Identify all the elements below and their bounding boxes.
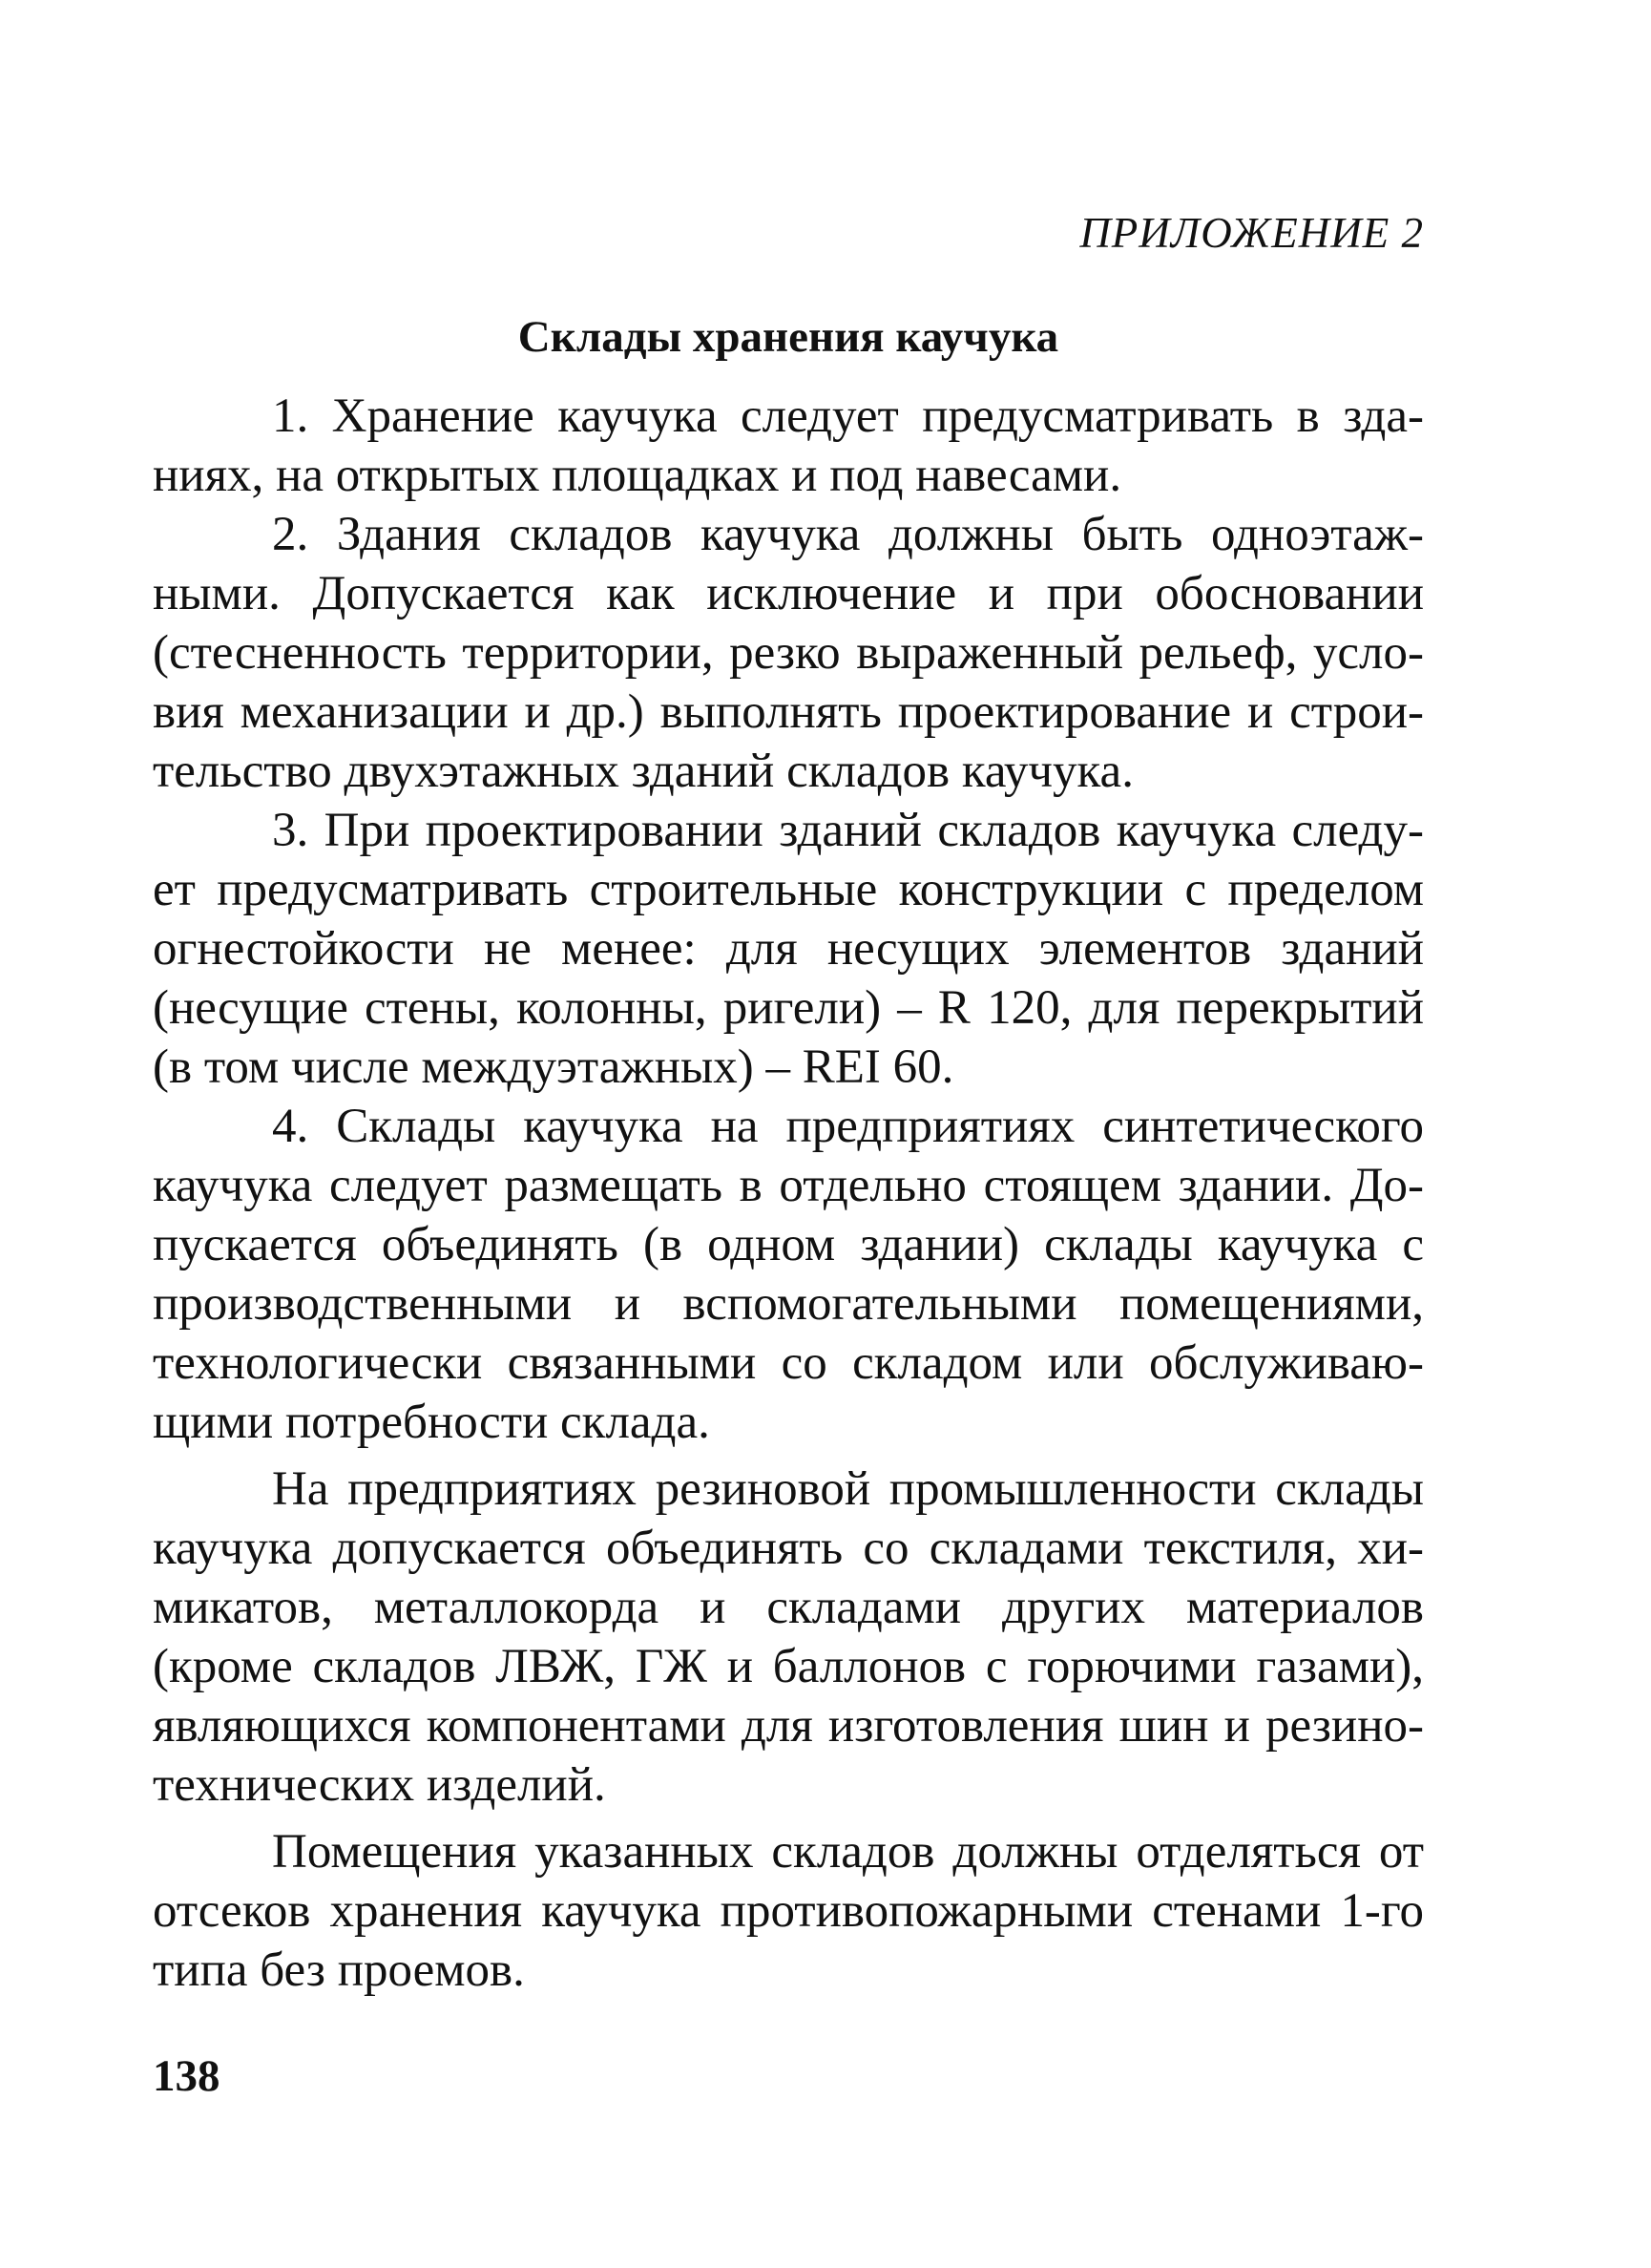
paragraph-2: 2. Здания складов каучука должны быть одноэтажными. Допускается как исключение и при обосновании (стесненность территории, резко выраженный рельеф, условия механизации и др.) выполнять проектирование и строительство двухэтажных зданий складов каучука.: [153, 508, 1424, 798]
paragraph-6: Помещения указанных складов должны отделяться от отсеков хранения каучука противопожарными стенами 1-го типа без проемов.: [153, 1825, 1424, 1997]
document-title: Склады хранения каучука: [517, 312, 1059, 362]
appendix-label: ПРИЛОЖЕНИЕ 2: [1079, 209, 1424, 257]
paragraph-4: 4. Склады каучука на предприятиях синтетического каучука следует размещать в отдельно стоящем здании. Допускается объединять (в одном здании) склады каучука с производственными и вспомогательными помещениями, технологически связанными со складом или обслуживающими потребности склада.: [153, 1100, 1424, 1449]
document-page: [153, 0, 1424, 2268]
paragraph-5: На предприятиях резиновой промышленности склады каучука допускается объединять со складами текстиля, химикатов, металлокорда и складами других материалов (кроме складов ЛВЖ, ГЖ и баллонов с горючими газами), являющихся компонентами для изготовления шин и резинотехнических изделий.: [153, 1462, 1424, 1812]
page-number: 138: [153, 2051, 220, 2101]
body-text: [153, 387, 1424, 2000]
paragraph-1: 1. Хранение каучука следует предусматривать в зданиях, на открытых площадках и под навесами.: [153, 389, 1424, 502]
paragraph-3: 3. При проектировании зданий складов каучука следует предусматривать строительные конструкции с пределом огнестойкости не менее: для несущих элементов зданий (несущие стены, колонны, ригели) – R 120, для перекрытий (в том числе междуэтажных) – REI 60.: [153, 804, 1424, 1094]
